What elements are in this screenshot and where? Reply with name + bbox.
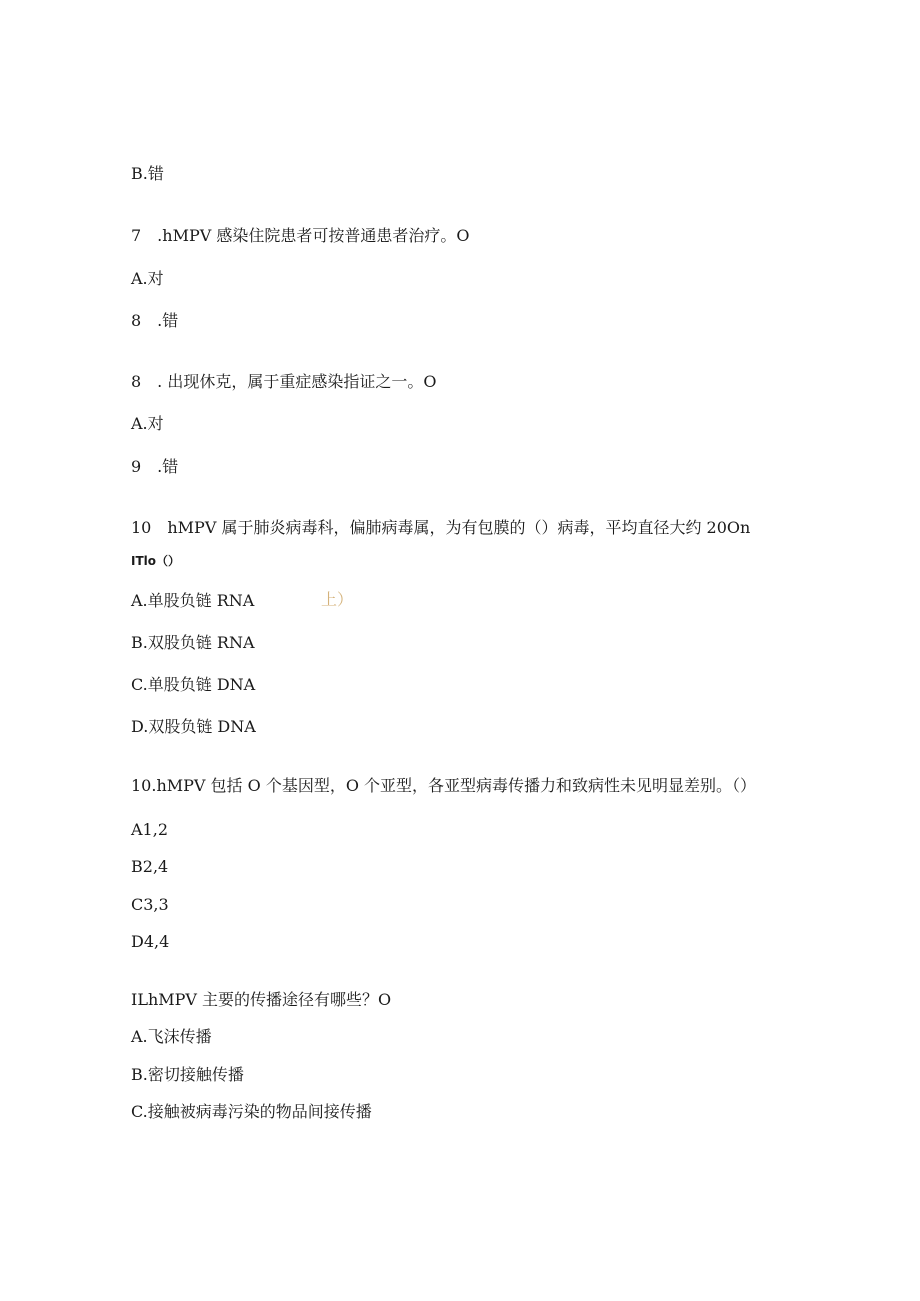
- option-b-wrong-q7: 8 .错: [131, 311, 179, 330]
- option-d-q10: D4,4: [131, 932, 170, 951]
- option-b-q10: B2,4: [131, 857, 169, 876]
- stamp-mark: 上）: [321, 590, 354, 609]
- option-c-q10: C3,3: [131, 895, 169, 914]
- option-b-q11: B.密切接触传播: [131, 1065, 244, 1084]
- option-a-q11: A.飞沫传播: [131, 1027, 212, 1046]
- option-b-q9: B.双股负链 RNA: [131, 633, 255, 652]
- question-10: 10.hMPV 包括 O 个基因型，O 个亚型，各亚型病毒传播力和致病性未见明显差别。（）: [131, 776, 757, 795]
- option-a-right-q8: A.对: [131, 414, 164, 433]
- option-b-wrong-q8: 9 .错: [131, 457, 179, 476]
- question-9-continuation: ITlo（）: [131, 554, 181, 568]
- question-11: ILhMPV 主要的传播途径有哪些？O: [131, 990, 392, 1009]
- question-7: 7 .hMPV 感染住院患者可按普通患者治疗。O: [131, 226, 470, 245]
- option-a-q10: A1,2: [131, 820, 168, 839]
- option-c-q11: C.接触被病毒污染的物品间接传播: [131, 1102, 372, 1121]
- option-d-q9: D.双股负链 DNA: [131, 717, 256, 736]
- option-b-wrong-q6: B.错: [131, 164, 164, 183]
- option-a-q9: A.单股负链 RNA: [131, 591, 255, 610]
- question-9: 10 hMPV 属于肺炎病毒科，偏肺病毒属，为有包膜的（）病毒，平均直径大约 20On: [131, 518, 751, 537]
- option-c-q9: C.单股负链 DNA: [131, 675, 256, 694]
- question-8: 8 . 出现休克，属于重症感染指证之一。O: [131, 372, 437, 391]
- option-a-right-q7: A.对: [131, 269, 164, 288]
